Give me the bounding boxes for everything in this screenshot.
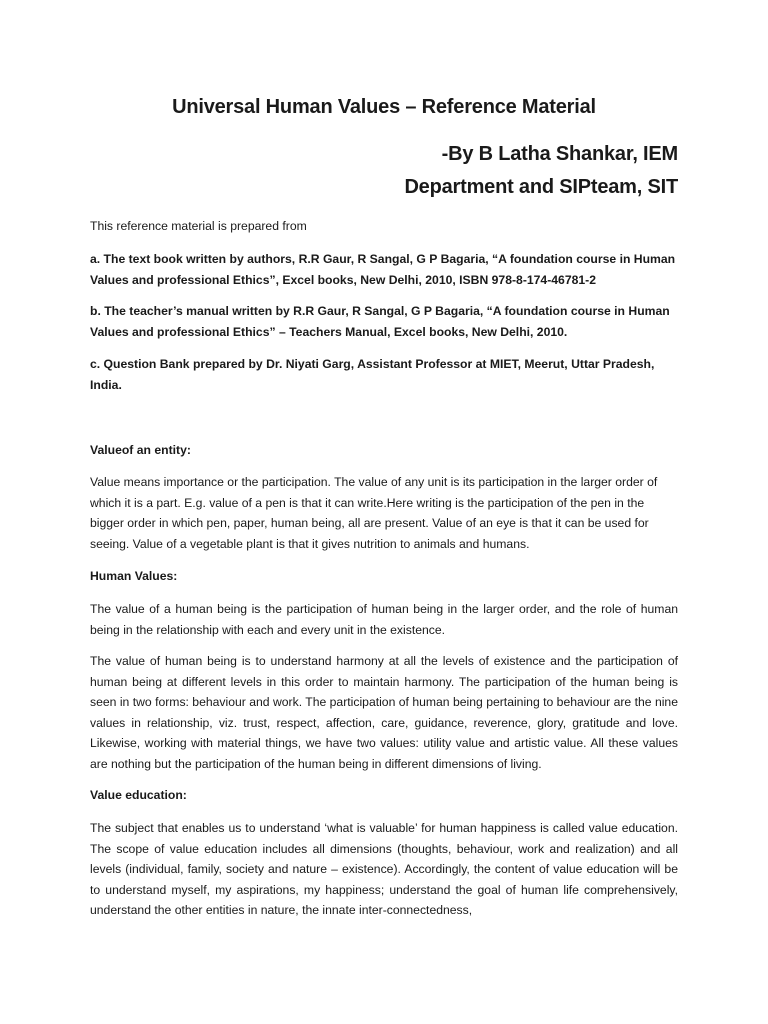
section-body-human-values-1: The value of a human being is the participation of human being in the larger order, and the role of human being in the relationship with each and every unit in the existence. (90, 602, 678, 637)
source-c: c. Question Bank prepared by Dr. Niyati Garg, Assistant Professor at MIET, Meerut, Uttar Pradesh, India. (90, 357, 655, 392)
document-title: Universal Human Values – Reference Material (172, 96, 596, 118)
intro-paragraph: This reference material is prepared from (90, 219, 307, 233)
section-heading-value-of-entity: Valueof an entity: (90, 443, 191, 457)
section-heading-human-values: Human Values: (90, 569, 178, 583)
author-line: -By B Latha Shankar, IEM (441, 143, 678, 165)
section-body-human-values-2: The value of human being is to understand harmony at all the levels of existence and the participation of human being at different levels in this order to maintain harmony. The participation of the human being is seen in two forms: behaviour and work. The participation of human being pertaining to behaviour are the nine values in relationship, viz. trust, respect, affection, care, guidance, reverence, glory, gratitude and love. Likewise, working with material things, we have two values: utility value and artistic value. All these values are nothing but the participation of the human being in different dimensions of living. (90, 654, 678, 771)
department-line: Department and SIPteam, SIT (404, 176, 678, 198)
section-heading-value-education: Value education: (90, 788, 187, 802)
section-body-value-of-entity: Value means importance or the participation. The value of any unit is its participation in the larger order of which it is a part. E.g. value of a pen is that it can write.Here writing is the participation of the pen in the bigger order in which pen, paper, human being, all are present. Value of an eye is that it can be used for seeing. Value of a vegetable plant is that it gives nutrition to animals and humans. (90, 475, 658, 551)
source-b: b. The teacher’s manual written by R.R Gaur, R Sangal, G P Bagaria, “A foundation course in Human Values and professional Ethics” – Teachers Manual, Excel books, New Delhi, 2010. (90, 304, 670, 339)
document-page (90, 0, 678, 1024)
section-body-value-education: The subject that enables us to understand ‘what is valuable’ for human happiness is called value education. The scope of value education includes all dimensions (thoughts, behaviour, work and realization) and all levels (individual, family, society and nature – existence). Accordingly, the content of value education will be to understand myself, my aspirations, my happiness; understand the goal of human life comprehensively, understand the other entities in nature, the innate inter-connectedness, (90, 821, 678, 917)
source-a: a. The text book written by authors, R.R Gaur, R Sangal, G P Bagaria, “A foundation course in Human Values and professional Ethics”, Excel books, New Delhi, 2010, ISBN 978-8-174-46781-2 (90, 252, 676, 287)
